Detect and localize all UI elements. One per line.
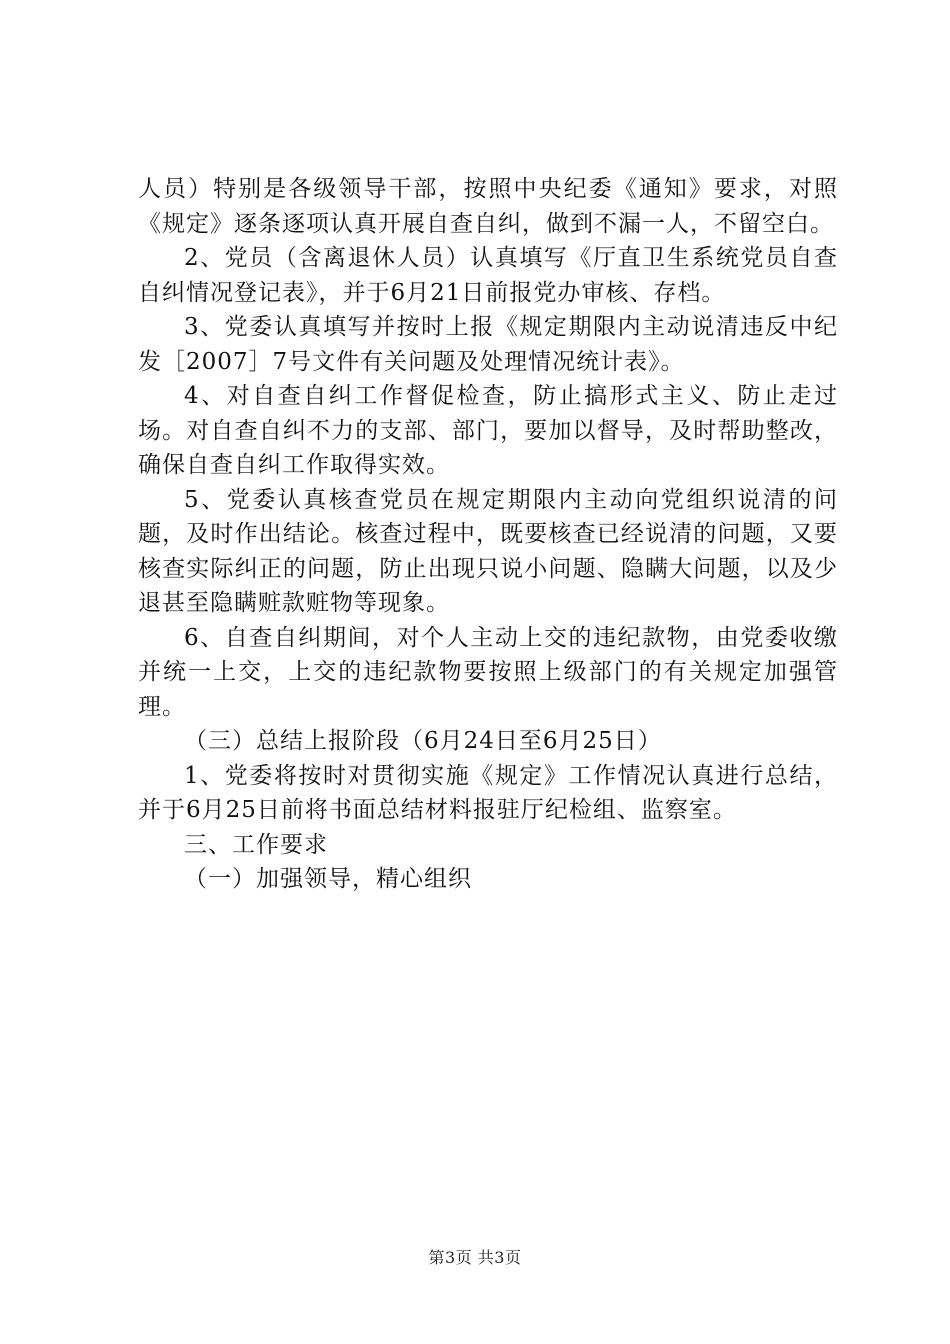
paragraph-item-6: 6、自查自纠期间，对个人主动上交的违纪款物，由党委收缴并统一上交，上交的违纪款物要按照上级部门的有关规定加强管理。 — [138, 624, 838, 720]
subsection-heading-leadership: （一）加强领导，精心组织 — [184, 866, 472, 892]
paragraph-item-3: 3、党委认真填写并按时上报《规定期限内主动说清违反中纪发［2007］7号文件有关问题及处理情况统计表》。 — [138, 314, 838, 375]
paragraph-item-4: 4、对自查自纠工作督促检查，防止搞形式主义、防止走过场。对自查自纠不力的支部、部门，要加以督导，及时帮助整改，确保自查自纠工作取得实效。 — [138, 383, 838, 478]
paragraph-item-2: 2、党员（含离退休人员）认真填写《厅直卫生系统党员自查自纠情况登记表》，并于6月21日前报党办审核、存档。 — [138, 245, 838, 306]
paragraph-continuation: 人员）特别是各级领导干部，按照中央纪委《通知》要求，对照《规定》逐条逐项认真开展自查自纠，做到不漏一人，不留空白。 — [138, 176, 838, 237]
paragraph-item-5: 5、党委认真核查党员在规定期限内主动向党组织说清的问题，及时作出结论。核查过程中，既要核查已经说清的问题，又要核查实际纠正的问题，防止出现只说小问题、隐瞒大问题，以及少退甚至隐瞒赃款赃物等现象。 — [138, 486, 838, 616]
section-heading-work-requirements: 三、工作要求 — [184, 831, 328, 858]
document-body — [138, 172, 838, 897]
paragraph-summary-item-1: 1、党委将按时对贯彻实施《规定》工作情况认真进行总结，并于6月25日前将书面总结材料报驻厅纪检组、监察室。 — [138, 762, 838, 823]
page-number-footer: 第3页 共3页 — [428, 1248, 522, 1267]
section-heading-summary-stage: （三）总结上报阶段（6月24日至6月25日） — [184, 728, 662, 754]
